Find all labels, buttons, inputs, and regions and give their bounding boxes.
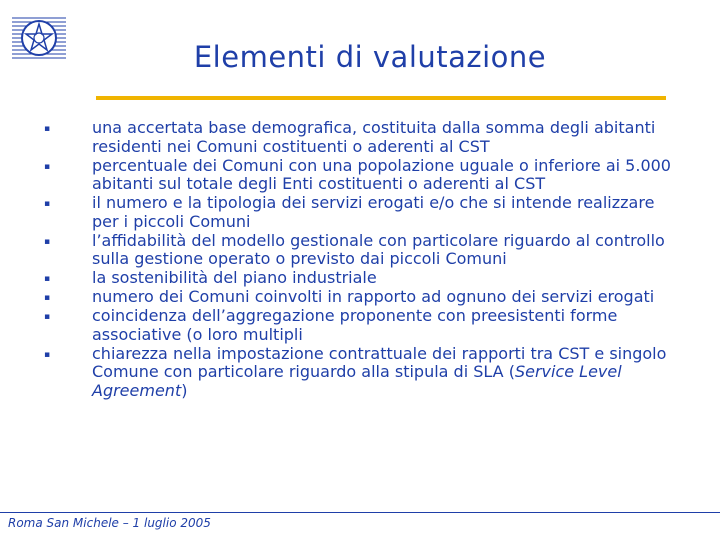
list-item-text: una accertata base demografica, costituita dalla somma degli abitanti residenti nei Comuni costituenti o aderenti al CST [92,118,656,156]
page-title: Elementi di valutazione [193,40,547,74]
list-item [0,288,720,307]
bullet-icon: ▪ [44,349,51,360]
bullet-icon: ▪ [44,312,51,322]
bullet-icon: ▪ [44,124,51,134]
list-item [0,307,720,344]
list-item-italic-text: Service Level Agreement [92,362,622,400]
bullet-icon: ▪ [44,293,51,303]
list-item-text: numero dei Comuni coinvolti in rapporto ad ognuno dei servizi erogati [92,287,655,306]
list-item [0,269,720,288]
bullet-list [0,119,720,401]
list-item-text: il numero e la tipologia dei servizi erogati e/o che si intende realizzare per i piccoli Comuni [92,193,655,231]
list-item-text: percentuale dei Comuni con una popolazione uguale o inferiore ai 5.000 abitanti sul totale degli Enti costituenti o aderenti al CST [92,155,671,193]
list-item [0,157,720,194]
list-item [0,232,720,269]
list-item-text: l’affidabilità del modello gestionale con particolare riguardo al controllo sulla gestione operato o previsto dai piccoli Comuni [92,230,665,268]
bullet-icon: ▪ [44,199,51,209]
bullet-icon: ▪ [44,236,51,247]
list-item-text-end: ) [181,380,188,400]
list-item-text: coincidenza dell’aggregazione proponente con preesistenti forme associative (o loro multipli [92,306,618,344]
list-item [0,194,720,231]
list-item-text: chiarezza nella impostazione contrattuale dei rapporti tra CST e singolo Comune con particolare riguardo alla stipula di SLA ( [92,343,667,381]
bullet-icon: ▪ [44,274,51,284]
footer-text: Roma San Michele – 1 luglio 2005 [8,516,211,530]
list-item [0,119,720,156]
list-item-text: la sostenibilità del piano industriale [92,268,377,287]
bullet-icon: ▪ [44,161,51,172]
list-item [0,345,720,401]
footer-divider [0,512,720,513]
title-underline [96,96,666,100]
